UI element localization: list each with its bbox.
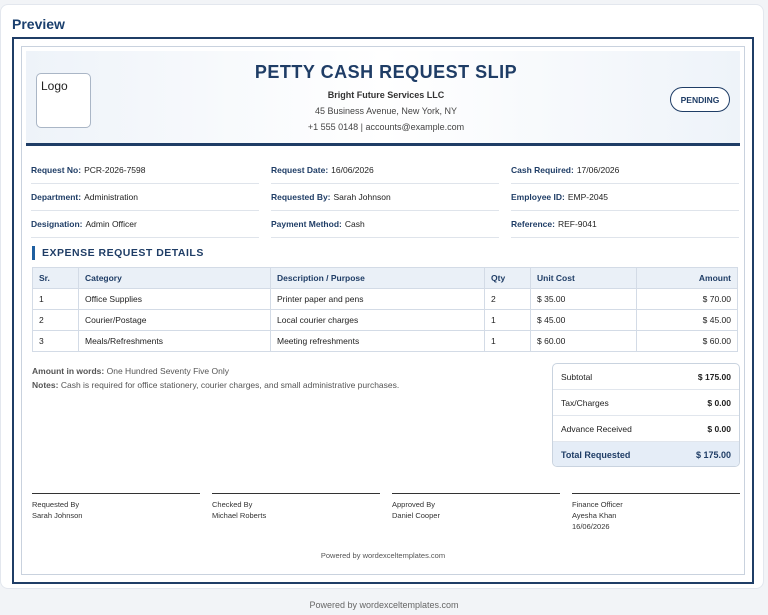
cell: Local courier charges bbox=[271, 310, 485, 331]
table-row bbox=[33, 289, 738, 310]
total-value: $ 175.00 bbox=[697, 371, 731, 382]
info-value: REF-9041 bbox=[557, 219, 597, 229]
col-category: Category bbox=[79, 268, 271, 289]
signature-requested-by bbox=[32, 493, 200, 532]
total-requested-row bbox=[553, 442, 739, 467]
table-row bbox=[33, 331, 738, 352]
info-label: Employee ID: bbox=[511, 192, 565, 202]
preview-title: Preview bbox=[12, 16, 65, 32]
cell: Meeting refreshments bbox=[271, 331, 485, 352]
info-row bbox=[31, 157, 739, 184]
col-unit-cost: Unit Cost bbox=[531, 268, 637, 289]
cell: 3 bbox=[33, 331, 79, 352]
signature-name: Daniel Cooper bbox=[392, 511, 440, 520]
amount-notes bbox=[32, 364, 532, 392]
total-label: Advance Received bbox=[561, 423, 632, 434]
total-value: $ 0.00 bbox=[707, 397, 731, 408]
signature-name: Michael Roberts bbox=[212, 511, 267, 520]
info-value: PCR-2026-7598 bbox=[84, 165, 146, 175]
info-department bbox=[31, 184, 259, 211]
info-label: Department: bbox=[31, 192, 82, 202]
cell: Printer paper and pens bbox=[271, 289, 485, 310]
company-address: 45 Business Avenue, New York, NY bbox=[315, 106, 457, 116]
request-info-grid bbox=[31, 157, 739, 238]
total-label: Subtotal bbox=[561, 371, 593, 382]
cell: 1 bbox=[33, 289, 79, 310]
tax-row bbox=[553, 390, 739, 416]
info-reference bbox=[511, 211, 739, 238]
amount-words-value: One Hundred Seventy Five Only bbox=[106, 366, 229, 376]
status-badge: PENDING bbox=[670, 87, 730, 112]
notes-value: Cash is required for office stationery, courier charges, and small administrative purchases. bbox=[60, 380, 400, 390]
info-request-no bbox=[31, 157, 259, 184]
section-title: EXPENSE REQUEST DETAILS bbox=[32, 246, 204, 260]
header-center bbox=[176, 62, 596, 132]
signature-name: Sarah Johnson bbox=[32, 511, 83, 520]
signature-name: Ayesha Khan bbox=[572, 511, 617, 520]
cell: 1 bbox=[485, 310, 531, 331]
signature-approved-by bbox=[392, 493, 560, 532]
info-value: Sarah Johnson bbox=[333, 192, 391, 202]
amount-words-label: Amount in words: bbox=[32, 366, 105, 376]
signature-block bbox=[32, 493, 740, 532]
total-label: Total Requested bbox=[561, 450, 631, 460]
info-label: Payment Method: bbox=[271, 219, 342, 229]
signature-role: Approved By bbox=[392, 500, 435, 509]
table-header-row bbox=[33, 268, 738, 289]
cell: 2 bbox=[33, 310, 79, 331]
advance-row bbox=[553, 416, 739, 442]
cell: $ 60.00 bbox=[531, 331, 637, 352]
cell: 2 bbox=[485, 289, 531, 310]
info-row bbox=[31, 184, 739, 211]
company-contact: +1 555 0148 | accounts@example.com bbox=[307, 122, 465, 132]
info-request-date bbox=[271, 157, 499, 184]
total-value: $ 0.00 bbox=[707, 423, 731, 434]
info-value: Administration bbox=[84, 192, 138, 202]
info-employee-id bbox=[511, 184, 739, 211]
notes-label: Notes: bbox=[32, 380, 59, 390]
slip-title: PETTY CASH REQUEST SLIP bbox=[254, 62, 518, 82]
info-label: Cash Required: bbox=[511, 165, 574, 175]
signature-finance-officer bbox=[572, 493, 740, 532]
info-label: Reference: bbox=[511, 219, 555, 229]
info-label: Requested By: bbox=[271, 192, 331, 202]
info-payment-method bbox=[271, 211, 499, 238]
petty-cash-slip bbox=[12, 37, 754, 584]
info-label: Request Date: bbox=[271, 165, 329, 175]
cell: 1 bbox=[485, 331, 531, 352]
amount-in-words bbox=[32, 364, 532, 378]
total-label: Tax/Charges bbox=[561, 397, 609, 408]
info-row bbox=[31, 211, 739, 238]
signature-role: Checked By bbox=[212, 500, 253, 509]
col-qty: Qty bbox=[485, 268, 531, 289]
info-label: Designation: bbox=[31, 219, 83, 229]
notes bbox=[32, 378, 532, 392]
cell: $ 70.00 bbox=[637, 289, 738, 310]
signature-role: Requested By bbox=[32, 500, 80, 509]
cell: Courier/Postage bbox=[79, 310, 271, 331]
cell: $ 45.00 bbox=[637, 310, 738, 331]
table-row bbox=[33, 310, 738, 331]
cell: $ 45.00 bbox=[531, 310, 637, 331]
info-requested-by bbox=[271, 184, 499, 211]
info-value: Admin Officer bbox=[85, 219, 137, 229]
info-label: Request No: bbox=[31, 165, 82, 175]
info-designation bbox=[31, 211, 259, 238]
info-cash-required bbox=[511, 157, 739, 184]
col-amount: Amount bbox=[637, 268, 738, 289]
company-name: Bright Future Services LLC bbox=[327, 90, 445, 100]
expense-table bbox=[32, 267, 738, 352]
info-value: EMP-2045 bbox=[567, 192, 609, 202]
signature-checked-by bbox=[212, 493, 380, 532]
cell: $ 60.00 bbox=[637, 331, 738, 352]
signature-role: Finance Officer bbox=[572, 500, 623, 509]
cell: Office Supplies bbox=[79, 289, 271, 310]
logo-placeholder: Logo bbox=[36, 73, 91, 128]
col-sr: Sr. bbox=[33, 268, 79, 289]
totals-box bbox=[552, 363, 740, 467]
slip-header bbox=[26, 51, 740, 146]
total-value: $ 175.00 bbox=[695, 450, 731, 460]
cell: $ 35.00 bbox=[531, 289, 637, 310]
info-value: Cash bbox=[344, 219, 365, 229]
info-value: 17/06/2026 bbox=[576, 165, 620, 175]
cell: Meals/Refreshments bbox=[79, 331, 271, 352]
info-value: 16/06/2026 bbox=[331, 165, 374, 175]
powered-by-outer: Powered by wordexceltemplates.com bbox=[309, 600, 459, 610]
slip-inner bbox=[21, 46, 745, 575]
preview-card bbox=[0, 4, 764, 589]
signature-date: 16/06/2026 bbox=[572, 522, 610, 531]
col-description: Description / Purpose bbox=[271, 268, 485, 289]
powered-by-inner: Powered by wordexceltemplates.com bbox=[320, 551, 446, 560]
subtotal-row bbox=[553, 364, 739, 390]
